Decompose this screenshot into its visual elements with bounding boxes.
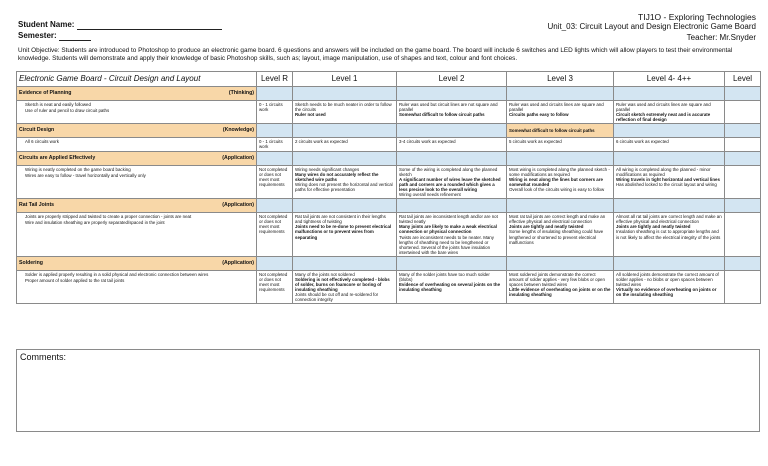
rubric-header-row: [17, 72, 761, 87]
level-descriptor-cell: [507, 138, 614, 151]
descriptor-bold-text: Wiring travels in tight horizontal and vertical lines: [616, 176, 720, 182]
criteria-row: [17, 270, 761, 304]
section-level-cell: [293, 124, 397, 138]
section-level-cell: [614, 87, 725, 101]
level-mark-cell[interactable]: [725, 270, 761, 304]
level-mark-cell[interactable]: [725, 165, 761, 199]
criteria-item: • Wiring is neatly completed on the game board backing: [25, 167, 254, 172]
criteria-item: • Wires are easy to follow - travel horizontally and vertically only: [25, 173, 254, 178]
section-title: [17, 124, 257, 138]
descriptor-bold-text: Wiring is neat along the lines but corners are somewhat rounded: [509, 176, 603, 187]
section-level-cell: [614, 124, 725, 138]
comments-label: Comments:: [20, 352, 67, 362]
section-level-cell: [397, 87, 507, 101]
criteria-item: • Sketch is neat and easily followed: [25, 102, 254, 107]
section-header-row: [17, 256, 761, 270]
descriptor-text: Most wiring is completed along the planned sketch - some modifications as required: [509, 166, 610, 177]
level-mark-cell[interactable]: [725, 138, 761, 151]
semester-field[interactable]: [59, 32, 91, 41]
criteria-list: [19, 214, 254, 225]
student-name-label: Student Name:: [18, 20, 222, 30]
descriptor-text: 0 - 1 circuits work: [259, 102, 283, 113]
section-name: Rat Tail Joints: [19, 202, 55, 209]
unit-title: Unit_03: Circuit Layout and Design Electronic Game Board: [547, 22, 756, 31]
section-level-cell: [725, 124, 761, 138]
criteria-list: [19, 102, 254, 113]
criteria-cell: [17, 165, 257, 199]
descriptor-text: Ruler was used but circuit lines are not square and parallel: [399, 102, 498, 113]
section-level-cell: [397, 151, 507, 165]
level-descriptor-cell: [257, 101, 293, 124]
level-descriptor-cell: [257, 270, 293, 304]
criteria-row: [17, 213, 761, 257]
descriptor-text: Most soldered joints demonstrate the correct amount of solder applies - very few blobs or open spaces between twisted wires: [509, 271, 605, 288]
section-level-cell: [397, 256, 507, 270]
level-descriptor-cell: [257, 213, 293, 257]
section-name: Soldering: [19, 259, 43, 266]
level-descriptor-cell: [614, 270, 725, 304]
level-mark-cell[interactable]: [725, 213, 761, 257]
descriptor-bold-text: Joints are tightly and neatly twisted: [509, 224, 584, 230]
section-category: (Application): [222, 154, 254, 161]
section-level-cell: [293, 87, 397, 101]
descriptor-text: Rat tail joints are not consistent in their lengths and tightness of twisting: [295, 214, 386, 225]
section-level-cell: [507, 199, 614, 213]
section-name: Circuits are Applied Effectively: [19, 154, 96, 161]
section-level-cell: Somewhat difficult to follow circuit paths: [507, 124, 614, 138]
descriptor-bold-text: Soldering is not effectively completed - blobs of solder, burns on foamcore or boring of insulating sheathing: [295, 276, 390, 293]
descriptor-text: Ruler was used and circuits lines are square and parallel: [616, 102, 711, 113]
descriptor-bold-text: Ruler not used: [295, 112, 326, 118]
level-descriptor-cell: [293, 270, 397, 304]
section-level-cell: [614, 256, 725, 270]
criteria-row: [17, 138, 761, 151]
section-header-row: [17, 87, 761, 101]
descriptor-note-text: Insulation sheathing is cut to appropriate lengths and is not likely to affect the electrical integrity of the joints: [616, 229, 721, 240]
descriptor-text: All soldered joints demonstrate the correct amount of solder applies - no blobs or open spaces between twisted wires: [616, 271, 719, 288]
level-descriptor-cell: [507, 101, 614, 124]
level-descriptor-cell: [257, 138, 293, 151]
criteria-item: • Wire and insulation sheathing are properly separated/spaced in the joint: [25, 220, 254, 225]
comments-box[interactable]: [16, 349, 760, 432]
descriptor-note-text: Has abolished locked to the circuit layout and wiring: [616, 181, 717, 187]
section-level-cell: [293, 256, 397, 270]
level-1-header: Level 1: [293, 72, 397, 87]
section-category: (Application): [222, 202, 254, 209]
descriptor-text: Not completed or does not meet most requirements: [259, 271, 288, 293]
descriptor-bold-text: Circuits paths easy to follow: [509, 112, 569, 118]
descriptor-text: Many of the joints not soldered: [295, 271, 355, 277]
descriptor-bold-text: Evidence of overheating on several joints on the insulating sheathing: [399, 282, 501, 293]
level-descriptor-cell: [397, 101, 507, 124]
level-mark-header: Level: [725, 72, 761, 87]
descriptor-text: Wiring needs significant changes: [295, 166, 360, 172]
course-title: TIJ1O - Exploring Technologies: [638, 12, 756, 22]
descriptor-text: Rat tail joints are inconsistent length and/or are not twisted neatly: [399, 214, 498, 225]
section-level-cell: [507, 256, 614, 270]
teacher-name: Teacher: Mr.Snyder: [686, 33, 756, 42]
section-level-cell: [614, 151, 725, 165]
section-level-cell: [507, 87, 614, 101]
section-category: (Knowledge): [222, 127, 254, 134]
level-descriptor-cell: [507, 213, 614, 257]
descriptor-text: 6 circuits work as expected: [616, 139, 669, 145]
level-descriptor-cell: [614, 165, 725, 199]
descriptor-bold-text: Circuit sketch extremely neat and is accurate reflection of final design: [616, 112, 711, 123]
criteria-item: • All 6 circuits work: [25, 139, 254, 144]
descriptor-note-text: Overall look of the circuits wiring is easy to follow: [509, 186, 605, 192]
rubric-table: [16, 71, 761, 304]
section-level-cell: [257, 199, 293, 213]
section-title: [17, 87, 257, 101]
descriptor-bold-text: Many joints are likely to make a weak electrical connection or physical connection: [399, 224, 497, 235]
criteria-list: [19, 272, 254, 283]
descriptor-bold-text: Virtually no evidence of overheating on joints or on the insulating sheathing: [616, 287, 717, 298]
section-level-cell: [397, 124, 507, 138]
level-descriptor-cell: [614, 101, 725, 124]
section-level-cell: [257, 87, 293, 101]
section-level-cell: [257, 124, 293, 138]
level-descriptor-cell: [293, 101, 397, 124]
descriptor-text: 0 - 1 circuits work: [259, 139, 283, 150]
level-descriptor-cell: [614, 138, 725, 151]
level-descriptor-cell: [397, 165, 507, 199]
section-title: [17, 256, 257, 270]
level-4-header: Level 4- 4++: [614, 72, 725, 87]
section-category: (Application): [222, 259, 254, 266]
semester-label: Semester:: [18, 31, 91, 41]
level-descriptor-cell: [397, 270, 507, 304]
rubric-title-header: Electronic Game Board - Circuit Design and Layout: [17, 72, 257, 87]
section-level-cell: [257, 151, 293, 165]
criteria-list: [19, 139, 254, 144]
level-mark-cell[interactable]: [725, 101, 761, 124]
criteria-cell: [17, 213, 257, 257]
criteria-cell: [17, 101, 257, 124]
section-level-cell: [397, 199, 507, 213]
level-descriptor-cell: [507, 165, 614, 199]
criteria-cell: [17, 270, 257, 304]
section-level-cell: [257, 256, 293, 270]
descriptor-text: Ruler was used and circuits lines are square and parallel: [509, 102, 604, 113]
section-title: [17, 151, 257, 165]
descriptor-note-text: Wiring overall needs refinement: [399, 192, 461, 198]
section-level-cell: [725, 256, 761, 270]
section-level-cell: [614, 199, 725, 213]
level-r-header: Level R: [257, 72, 293, 87]
section-header-row: [17, 124, 761, 138]
criteria-item: • Use of ruler and pencil to draw circuit paths: [25, 108, 254, 113]
descriptor-text: Many of the solder joints have too much solder (blobs): [399, 271, 490, 282]
criteria-item: • Proper amount of solder applied to the rat tail joints: [25, 278, 254, 283]
level-descriptor-cell: [293, 138, 397, 151]
unit-objective: Unit Objective: Students are introduced to Photoshop to produce an electronic game board. 6 questions and answers will be included on the game board. The board will include 6 switches and LED lights which will allow players to test their environmental knowledge. Students will demonstrate and apply their knowledge of basic Photoshop skills, such as; layout, image manipulation, use of shapes and text, colour and font choices.: [18, 47, 733, 63]
section-category: (Thinking): [228, 89, 254, 96]
descriptor-text: All wiring is completed along the planned - minor modifications as required: [616, 166, 711, 177]
descriptor-text: Almost all rat tail joints are correct length and make an effective physical and electrical connection: [616, 214, 722, 225]
section-title: [17, 199, 257, 213]
descriptor-bold-text: Somewhat difficult to follow circuit paths: [399, 112, 485, 118]
descriptor-text: 3-4 circuits work as expected: [399, 139, 456, 145]
criteria-row: [17, 101, 761, 124]
section-header-row: [17, 199, 761, 213]
criteria-item: • Solder is applied properly resulting in a solid physical and electronic connection between wires: [25, 272, 254, 277]
section-level-cell: [725, 87, 761, 101]
section-level-cell: [293, 199, 397, 213]
section-name: Evidence of Planning: [19, 89, 72, 96]
descriptor-text: Sketch needs to be much neater in order to follow the circuits: [295, 102, 392, 113]
descriptor-bold-text: Joints need to be re-done to prevent electrical malfunctions or to prevent wires from separating: [295, 224, 392, 240]
section-header-row: [17, 151, 761, 165]
descriptor-text: 2 circuits work as expected: [295, 139, 348, 145]
level-descriptor-cell: [507, 270, 614, 304]
descriptor-note-text: Joints should be cut off and re-soldered for connection integrity: [295, 292, 379, 303]
level-descriptor-cell: [293, 213, 397, 257]
level-descriptor-cell: [397, 213, 507, 257]
section-level-cell: [507, 151, 614, 165]
descriptor-note-text: Wiring does not present the horizontal and vertical paths for effective presentation: [295, 181, 393, 192]
student-name-field[interactable]: [77, 21, 222, 30]
level-descriptor-cell: [293, 165, 397, 199]
level-2-header: Level 2: [397, 72, 507, 87]
descriptor-text: Most rat tail joints are correct length and make an effective physical and electrical connection: [509, 214, 606, 225]
descriptor-text: Not completed or does not meet most requirements: [259, 166, 288, 187]
level-3-header: Level 3: [507, 72, 614, 87]
descriptor-bold-text: Joints are tightly and neatly twisted: [616, 224, 691, 230]
level-descriptor-cell: [614, 213, 725, 257]
descriptor-bold-text: Little evidence of overheating on joints or on the insulating sheathing: [509, 287, 611, 298]
descriptor-text: Not completed or does not meet most requirements: [259, 214, 288, 235]
criteria-item: • Joints are properly stripped and twisted to create a proper connection - joints are neat: [25, 214, 254, 219]
section-level-cell: [725, 151, 761, 165]
section-level-cell: [293, 151, 397, 165]
level-descriptor-cell: [257, 165, 293, 199]
section-level-cell: [725, 199, 761, 213]
descriptor-note-text: Twists are inconsistent needs to be neater. Many lengths of sheathing need to be lengthened or shortened. Several of the joints have insulation intertwined with the bare wires: [399, 234, 494, 255]
descriptor-text: Some of the wiring is completed along the planned sketch: [399, 166, 498, 177]
descriptor-text: 5 circuits work as expected: [509, 139, 562, 145]
criteria-cell: [17, 138, 257, 151]
level-descriptor-cell: [397, 138, 507, 151]
descriptor-bold-text: Many wires do not accurately reflect the sketched wire paths: [295, 171, 379, 182]
criteria-list: [19, 167, 254, 178]
section-name: Circuit Design: [19, 127, 55, 134]
descriptor-bold-text: A significant number of wires leave the sketched path and corners are a rounded which gives a less precise look to the overall wiring: [399, 176, 501, 192]
criteria-row: [17, 165, 761, 199]
descriptor-note-text: Some lengths of insulating sheathing could have lengthened or shortened to prevent electrical malfunctions: [509, 229, 604, 245]
